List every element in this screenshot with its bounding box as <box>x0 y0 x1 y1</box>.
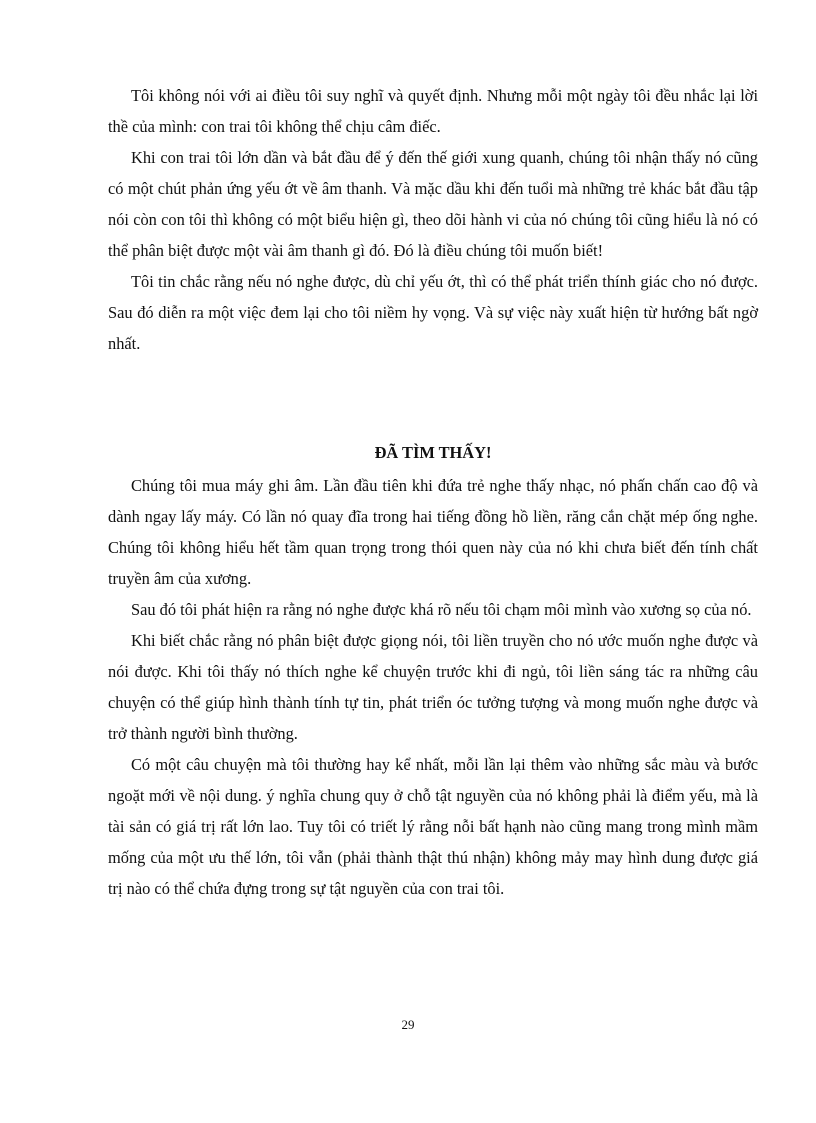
document-page <box>108 80 758 904</box>
body-paragraph: Có một câu chuyện mà tôi thường hay kể nhất, mỗi lần lại thêm vào những sắc màu và bước ngoặt mới về nội dung. ý nghĩa chung quy ở chỗ tật nguyền của nó không phải là điểm yếu, mà là tài sản có giá trị rất lớn lao. Tuy tôi có triết lý rằng nỗi bất hạnh nào cũng mang trong mình mầm mống của một ưu thế lớn, tôi vẫn (phải thành thật thú nhận) không mảy may hình dung được giá trị nào có thể chứa đựng trong sự tật nguyền của con trai tôi. <box>108 755 758 898</box>
page-number: 29 <box>401 1017 415 1032</box>
body-paragraph: Khi biết chắc rằng nó phân biệt được giọng nói, tôi liền truyền cho nó ước muốn nghe được và nói được. Khi tôi thấy nó thích nghe kể chuyện trước khi đi ngủ, tôi liền sáng tác ra những câu chuyện có thể giúp hình thành tính tự tin, phát triển óc tưởng tượng và mong muốn nghe được và trở thành người bình thường. <box>108 631 758 743</box>
section-spacer <box>108 359 758 439</box>
body-paragraph: Sau đó tôi phát hiện ra rằng nó nghe được khá rõ nếu tôi chạm môi mình vào xương sọ của nó. <box>131 600 752 619</box>
body-paragraph: Chúng tôi mua máy ghi âm. Lần đầu tiên khi đứa trẻ nghe thấy nhạc, nó phấn chấn cao độ và dành ngay lấy máy. Có lần nó quay đĩa trong hai tiếng đồng hồ liền, răng cắn chặt mép ống nghe. Chúng tôi không hiểu hết tầm quan trọng trong thói quen này của nó khi chưa biết đến tính chất truyền âm của xương. <box>108 476 758 588</box>
body-paragraph: Tôi không nói với ai điều tôi suy nghĩ và quyết định. Nhưng mỗi một ngày tôi đều nhắc lại lời thề của mình: con trai tôi không thể chịu câm điếc. <box>108 86 758 136</box>
body-paragraph: Tôi tin chắc rằng nếu nó nghe được, dù chỉ yếu ớt, thì có thể phát triển thính giác cho nó được. Sau đó diễn ra một việc đem lại cho tôi niềm hy vọng. Và sự việc này xuất hiện từ hướng bất ngờ nhất. <box>108 272 758 353</box>
body-paragraph: Khi con trai tôi lớn dần và bắt đầu để ý đến thế giới xung quanh, chúng tôi nhận thấy nó cũng có một chút phản ứng yếu ớt về âm thanh. Và mặc dầu khi đến tuổi mà những trẻ khác bắt đầu tập nói còn con tôi thì không có một biểu hiện gì, theo dõi hành vi của nó chúng tôi cũng hiểu là nó có thể phân biệt được một vài âm thanh gì đó. Đó là điều chúng tôi muốn biết! <box>108 148 758 260</box>
section-heading: ĐÃ TÌM THẤY! <box>374 443 492 462</box>
